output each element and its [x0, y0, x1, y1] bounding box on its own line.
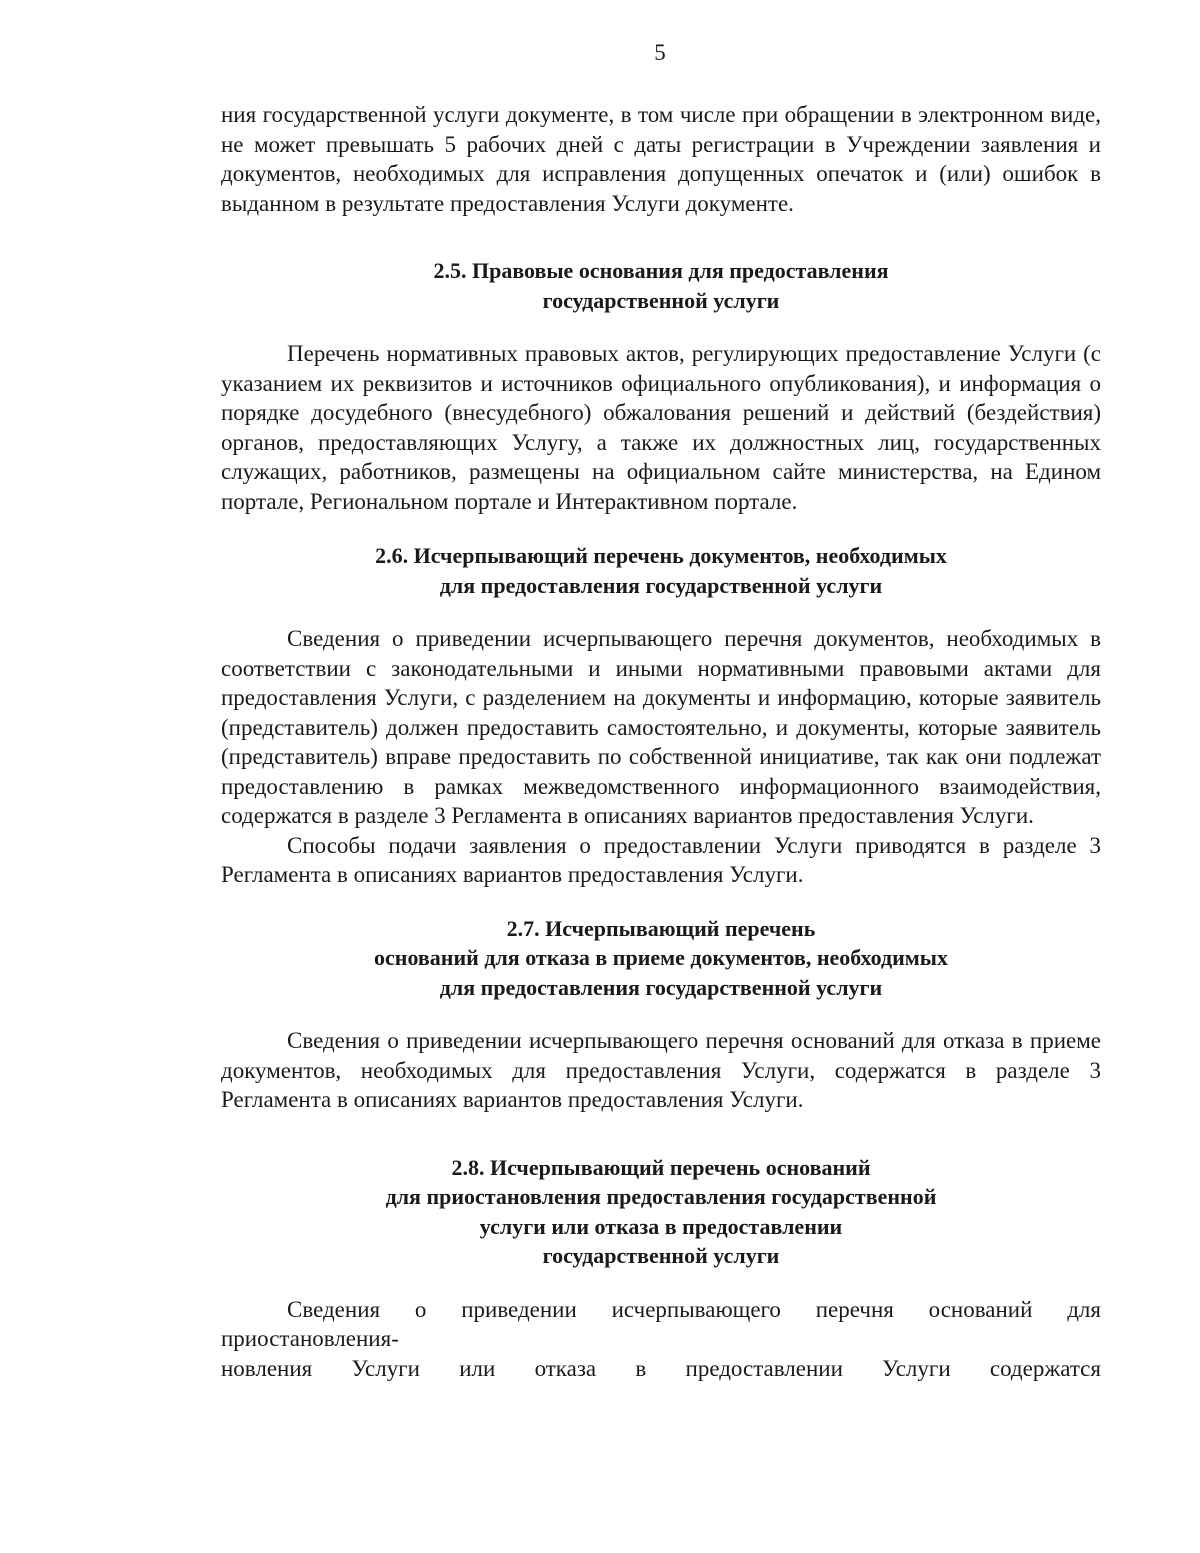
heading-line: оснований для отказа в приеме документов, необходимых [374, 945, 948, 970]
document-body [221, 100, 1101, 1383]
heading-line: услуги или отказа в предоставлении [479, 1213, 843, 1239]
heading-line: для предоставления государственной услуги [439, 572, 883, 598]
heading-line: государственной услуги [542, 1243, 780, 1268]
section-paragraph: Сведения о приведении исчерпывающего перечня документов, необходимых в соответствии с законодательными и иными нормативными правовыми актами для предоставления Услуги, с разделением на документы и информацию, которые заявитель (представитель) должен предоставить самостоятельно, и документы, которые заявитель (представитель) вправе предоставить по собственной инициативе, так как они подлежат предоставлению в рамках межведомственного информационного взаимодействия, содержатся в разделе 3 Регламента в описаниях вариантов предоставления Услуги. [221, 626, 1101, 828]
heading-line: 2.8. Исчерпывающий перечень оснований [451, 1154, 871, 1180]
heading-line: для приостановления предоставления государственной [385, 1184, 937, 1209]
intro-paragraph: ния государственной услуги документе, в том числе при обращении в электронном виде, не может превышать 5 рабочих дней с даты регистрации в Учреждении заявления и документов, необходимых для исправления допущенных опечаток и (или) ошибок в выданном в результате предоставления Услуги документе. [221, 102, 1101, 216]
word: Услуги [882, 1355, 951, 1381]
word: новления [221, 1355, 313, 1381]
section-paragraph: Перечень нормативных правовых актов, регулирующих предоставление Услуги (с указанием их реквизитов и источников официального опубликования), и информация о порядке досудебного (внесудебного) обжалования решений и действий (бездействия) органов, предоставляющих Услугу, а также их должностных лиц, государственных служащих, работников, размещены на официальном сайте министерства, на Едином портале, Региональном портале и Интерактивном портале. [221, 341, 1101, 514]
section-heading-2-8 [221, 1153, 1101, 1271]
page-number: 5 [654, 40, 666, 65]
section-paragraph: Сведения о приведении исчерпывающего перечня оснований для приостановления- [221, 1296, 1101, 1351]
heading-line: государственной услуги [542, 287, 780, 313]
heading-line: для предоставления государственной услуги [439, 974, 883, 1000]
word: предоставлении [685, 1355, 843, 1381]
word: Услуги [351, 1355, 420, 1381]
paragraph-text: Сведения о приведении исчерпывающего перечня оснований для приостановления [221, 1296, 1101, 1351]
heading-line: 2.5. Правовые основания для предоставления [433, 258, 889, 283]
heading-line: 2.7. Исчерпывающий перечень [506, 915, 816, 941]
section-heading-2-5 [221, 256, 1101, 315]
word: содержатся [989, 1355, 1101, 1381]
last-line [221, 1354, 1101, 1384]
word: в [635, 1355, 647, 1381]
section-heading-2-6 [221, 541, 1101, 600]
word: или [459, 1355, 496, 1381]
word: отказа [534, 1355, 597, 1381]
heading-line: 2.6. Исчерпывающий перечень документов, необходимых [375, 543, 947, 568]
section-paragraph: Способы подачи заявления о предоставлении Услуги приводятся в разделе 3 Регламента в описаниях вариантов предоставления Услуги. [221, 832, 1101, 887]
section-heading-2-7 [221, 914, 1101, 1003]
section-paragraph: Сведения о приведении исчерпывающего перечня оснований для отказа в приеме документов, необходимых для предоставления Услуги, содержатся в разделе 3 Регламента в описаниях вариантов предоставления Услуги. [221, 1028, 1101, 1112]
